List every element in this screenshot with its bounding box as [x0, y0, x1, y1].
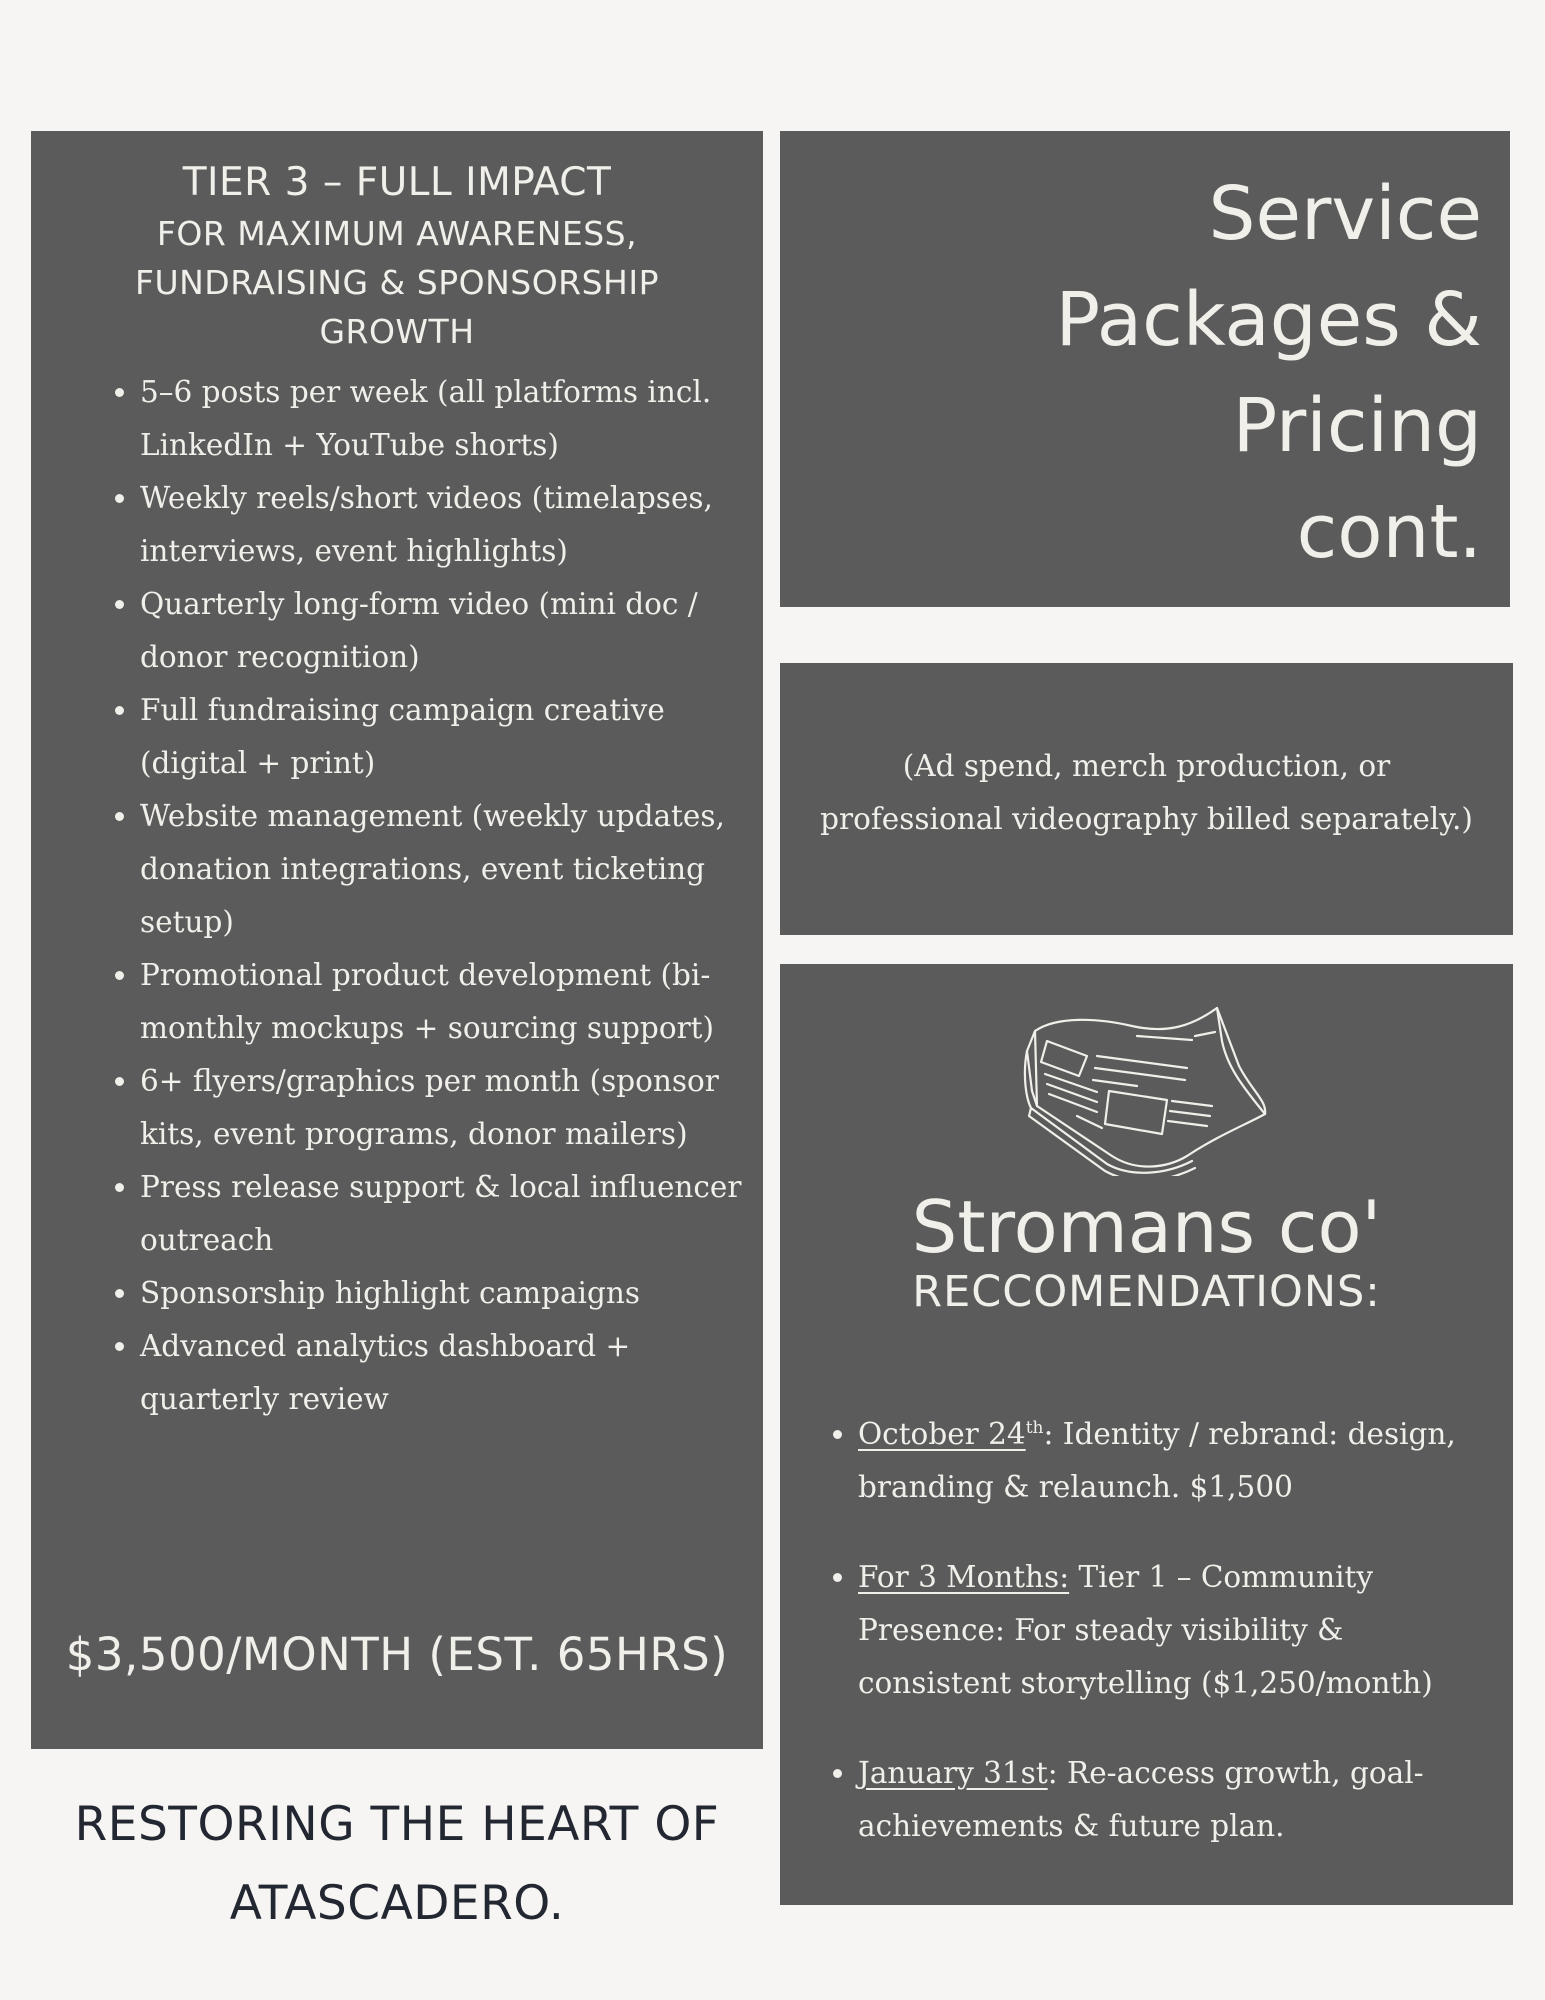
tagline-line: ATASCADERO. [229, 1876, 565, 1931]
list-item: • Sponsorship highlight campaigns [140, 1267, 743, 1320]
title-panel [780, 131, 1510, 607]
list-item: • Advanced analytics dashboard + quarterly review [140, 1320, 743, 1426]
tagline [31, 1785, 763, 1943]
list-item: • Website management (weekly updates, donation integrations, event ticketing setup) [140, 790, 743, 949]
brand-name: Stromans co' [911, 1185, 1382, 1269]
tier-subtitle-line: FUNDRAISING & SPONSORSHIP [134, 263, 660, 302]
list-item: • Full fundraising campaign creative (digital + print) [140, 684, 743, 790]
page-title-line: Packages & [1055, 277, 1482, 363]
tier-price: $3,500/MONTH (EST. 65HRS) [65, 1628, 729, 1681]
recommendation-date: January 31st [858, 1756, 1048, 1790]
page-title-line: Service [1208, 171, 1482, 257]
list-item: • Press release support & local influencer outreach [140, 1161, 743, 1267]
tier-subtitle [73, 209, 721, 356]
list-item: • 6+ flyers/graphics per month (sponsor kits, event programs, donor mailers) [140, 1055, 743, 1161]
recommendations-list [780, 1408, 1513, 1853]
recommendation-text: Tier 1 – Community Presence: For steady visibility & consistent storytelling ($1,250/month) [858, 1560, 1433, 1700]
list-item: • Quarterly long-form video (mini doc / donor recognition) [140, 578, 743, 684]
recommendations-panel [780, 964, 1513, 1905]
tier-subtitle-line: FOR MAXIMUM AWARENESS, [156, 214, 638, 253]
recommendations-heading: RECCOMENDATIONS: [912, 1267, 1381, 1317]
recommendation-date: October 24 [858, 1417, 1026, 1451]
list-item [858, 1408, 1493, 1514]
recommendation-text: : Re-access growth, goal-achievements & future plan. [858, 1756, 1424, 1843]
page-title-line: cont. [1296, 489, 1482, 575]
note-panel [780, 663, 1513, 935]
list-item: • 5–6 posts per week (all platforms incl. LinkedIn + YouTube shorts) [140, 366, 743, 472]
page-title-line: Pricing [1232, 383, 1482, 469]
newspaper-icon [1017, 996, 1277, 1176]
tier-3-panel [31, 131, 763, 1749]
list-item: • Promotional product development (bi-monthly mockups + sourcing support) [140, 949, 743, 1055]
billing-note: (Ad spend, merch production, or professional videography billed separately.) [820, 749, 1473, 836]
tier-title: TIER 3 – FULL IMPACT [182, 160, 612, 205]
tier-feature-list [73, 366, 743, 1426]
list-item [858, 1747, 1493, 1853]
list-item [858, 1551, 1493, 1710]
tier-subtitle-line: GROWTH [319, 312, 475, 351]
recommendation-date: For 3 Months: [858, 1560, 1070, 1594]
list-item: • Weekly reels/short videos (timelapses, interviews, event highlights) [140, 472, 743, 578]
tagline-line: RESTORING THE HEART OF [74, 1797, 720, 1852]
ordinal-suffix: th [1025, 1418, 1044, 1439]
page-title [780, 161, 1482, 585]
recommendation-text: : Identity / rebrand: design, branding & relaunch. $1,500 [858, 1417, 1456, 1504]
